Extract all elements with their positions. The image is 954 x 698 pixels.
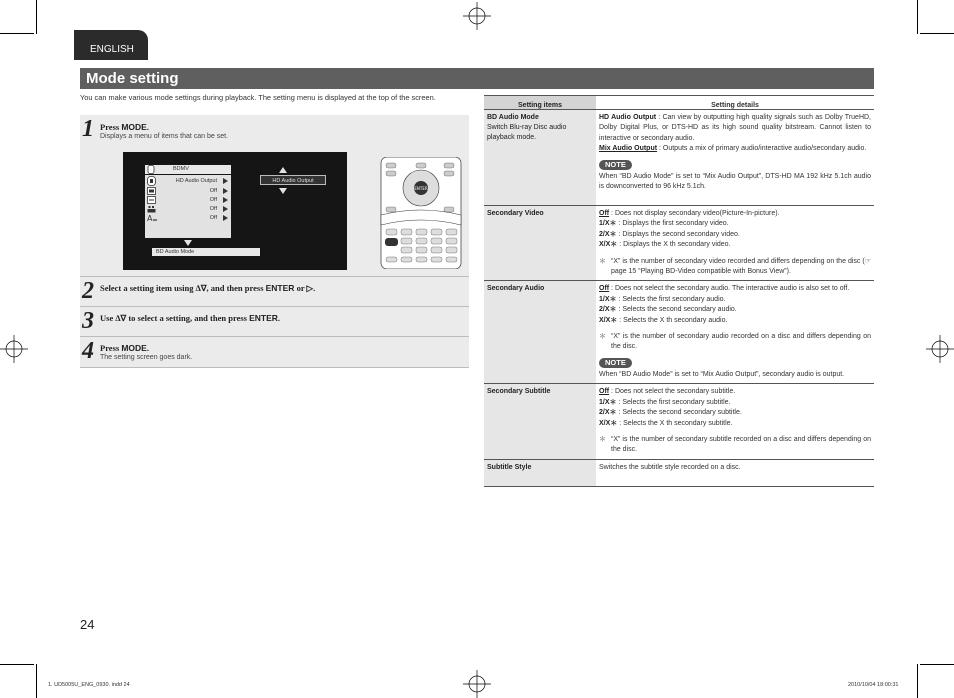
step-4 bbox=[80, 337, 469, 368]
arrow-right-icon bbox=[223, 215, 228, 221]
crop-mark bbox=[36, 664, 37, 698]
setting-item: Secondary Subtitle bbox=[484, 384, 596, 458]
crop-mark bbox=[920, 33, 954, 34]
table-row bbox=[484, 110, 874, 206]
registration-mark-icon bbox=[0, 335, 28, 363]
osd-menu-item[interactable]: Off bbox=[145, 196, 231, 205]
table-row bbox=[484, 206, 874, 281]
setting-details: Off : Does not select the secondary audio. The interactive audio is also set to off. 1/X＊ : Selects the first secondary audio. 2/X＊ : Selects the second secondary audio. X/X＊ : Selects the X th secondary audio. ＊ “X” is the number of secondary audio recorded on a disc and differs depending on the disc. NOTE When “BD Audio Mode” is set to “Mix Audio Output”, secondary audio is output. bbox=[599, 285, 871, 378]
osd-bottom-label: BD Audio Mode bbox=[152, 248, 260, 256]
remote-control-icon bbox=[380, 157, 462, 269]
step-subtext: Displays a menu of items that can be set. bbox=[100, 133, 229, 140]
setting-item: BD Audio Mode Switch Blu-ray Disc audio playback mode. bbox=[484, 110, 596, 205]
arrow-down-icon bbox=[279, 188, 287, 194]
setting-details: Switches the subtitle style recorded on a disc. bbox=[599, 463, 741, 471]
crop-mark bbox=[36, 0, 37, 34]
secondary-video-icon bbox=[147, 187, 156, 195]
note-badge: NOTE bbox=[599, 160, 632, 170]
setting-details: Off : Does not display secondary video(Picture-In-picture). 1/X＊ : Displays the first secondary video. 2/X＊ : Displays the second secondary video. X/X＊ : Displays the X th secondary video. ＊ “X” is the number of secondary video recorded and differs depending on the disc (☞page 15 “Playing BD-Video compatible with Bonus View”). bbox=[596, 206, 874, 280]
step-2 bbox=[80, 277, 469, 307]
osd-top-label: BDMV bbox=[145, 165, 231, 174]
setting-item: Secondary Video bbox=[484, 206, 596, 280]
osd-menu bbox=[145, 175, 231, 238]
table-row bbox=[484, 281, 874, 384]
crop-mark bbox=[920, 664, 954, 665]
setting-item: Subtitle Style bbox=[484, 460, 596, 486]
setting-item: Secondary Audio bbox=[484, 281, 596, 383]
table-header bbox=[484, 96, 874, 110]
osd-screen bbox=[123, 152, 347, 270]
page-number: 24 bbox=[80, 617, 95, 632]
setting-details: Off : Does not select the secondary subtitle. 1/X＊ : Selects the first secondary subtitle. 2/X＊ : Selects the second secondary subtitle. X/X＊ : Selects the X th secondary subtitle. ＊ “X” is the number of secondary subtitle recorded on a disc and differs depending on the disc. bbox=[596, 384, 874, 458]
footer-timestamp: 2010/10/04 18:00:31 bbox=[848, 682, 899, 688]
settings-table bbox=[484, 95, 874, 487]
registration-mark-icon bbox=[926, 335, 954, 363]
osd-menu-item[interactable]: Off bbox=[145, 214, 231, 223]
footnote: ＊ “X” is the number of secondary video recorded and differs depending on the disc (☞page 15 “Playing BD-Video compatible with Bonus View”). bbox=[599, 257, 871, 276]
subtitle-icon bbox=[147, 205, 156, 213]
step-number: 4 bbox=[82, 338, 94, 364]
step-title: Use ∆∇ to select a setting, and then press ENTER. bbox=[100, 313, 281, 323]
step-title: Select a setting item using ∆∇, and then press ENTER or ▷. bbox=[100, 283, 316, 293]
arrow-up-icon bbox=[279, 167, 287, 173]
crop-mark bbox=[917, 0, 918, 34]
language-tab: ENGLISH bbox=[74, 30, 148, 60]
arrow-right-icon bbox=[223, 197, 228, 203]
arrow-right-icon bbox=[223, 206, 228, 212]
setting-details: HD Audio Output : Can view by outputting high quality signals such as Dolby TrueHD, Dolby Digital Plus, or DTS-HD as its high sound quality bitstream. Cannot listen to interactive or secondary audio. Mix Audio Output : Outputs a mix of primary audio/interactive audio/secondary audio. NOTE When “BD Audio Mode” is set to “Mix Audio Output”, DTS-HD MA 192 kHz 5.1ch audio is downconverted to 96 kHz 5.1ch. bbox=[599, 114, 871, 191]
table-row bbox=[484, 384, 874, 459]
footnote: ＊ “X” is the number of secondary subtitle recorded on a disc and differs depending on the disc. bbox=[599, 435, 871, 454]
step-title: Press MODE. bbox=[100, 343, 149, 353]
crop-mark bbox=[0, 33, 34, 34]
arrow-right-icon bbox=[223, 188, 228, 194]
crop-mark bbox=[917, 664, 918, 698]
footnote: ＊ “X” is the number of secondary audio recorded on a disc and differs depending on the disc. bbox=[599, 333, 871, 351]
steps-panel bbox=[80, 115, 469, 368]
col-header-setting-details: Setting details bbox=[711, 102, 759, 109]
audio-icon bbox=[147, 176, 156, 186]
col-header-setting-items: Setting items bbox=[484, 96, 596, 109]
svg-text:A: A bbox=[147, 214, 153, 222]
table-row bbox=[484, 460, 874, 487]
registration-mark-icon bbox=[463, 2, 491, 30]
step-1 bbox=[80, 115, 469, 277]
subtitle-style-icon bbox=[147, 214, 157, 222]
secondary-audio-icon bbox=[147, 196, 156, 204]
intro-text: You can make various mode settings during playback. The setting menu is displayed at the top of the screen. bbox=[80, 93, 436, 102]
step-title: Press MODE. bbox=[100, 122, 149, 132]
footer-file-info: 1. UD5005U_ENG_0930. indd 24 bbox=[48, 682, 130, 688]
osd-menu-item[interactable]: Off bbox=[145, 205, 231, 214]
step-subtext: The setting screen goes dark. bbox=[100, 354, 193, 361]
step-number: 3 bbox=[82, 308, 94, 334]
svg-text:ENTER: ENTER bbox=[414, 186, 428, 191]
arrow-down-icon bbox=[184, 240, 192, 246]
registration-mark-icon bbox=[463, 670, 491, 698]
step-3 bbox=[80, 307, 469, 337]
disc-icon bbox=[147, 165, 155, 174]
note-badge: NOTE bbox=[599, 358, 632, 368]
osd-menu-item[interactable]: Off bbox=[145, 187, 231, 196]
page-title: Mode setting bbox=[80, 68, 874, 89]
step-number: 1 bbox=[82, 116, 94, 142]
osd-selected-value[interactable]: HD Audio Output bbox=[260, 175, 326, 185]
osd-menu-item[interactable]: HD Audio Output bbox=[145, 177, 231, 186]
arrow-right-icon bbox=[223, 178, 228, 184]
crop-mark bbox=[0, 664, 34, 665]
step-number: 2 bbox=[82, 278, 94, 304]
